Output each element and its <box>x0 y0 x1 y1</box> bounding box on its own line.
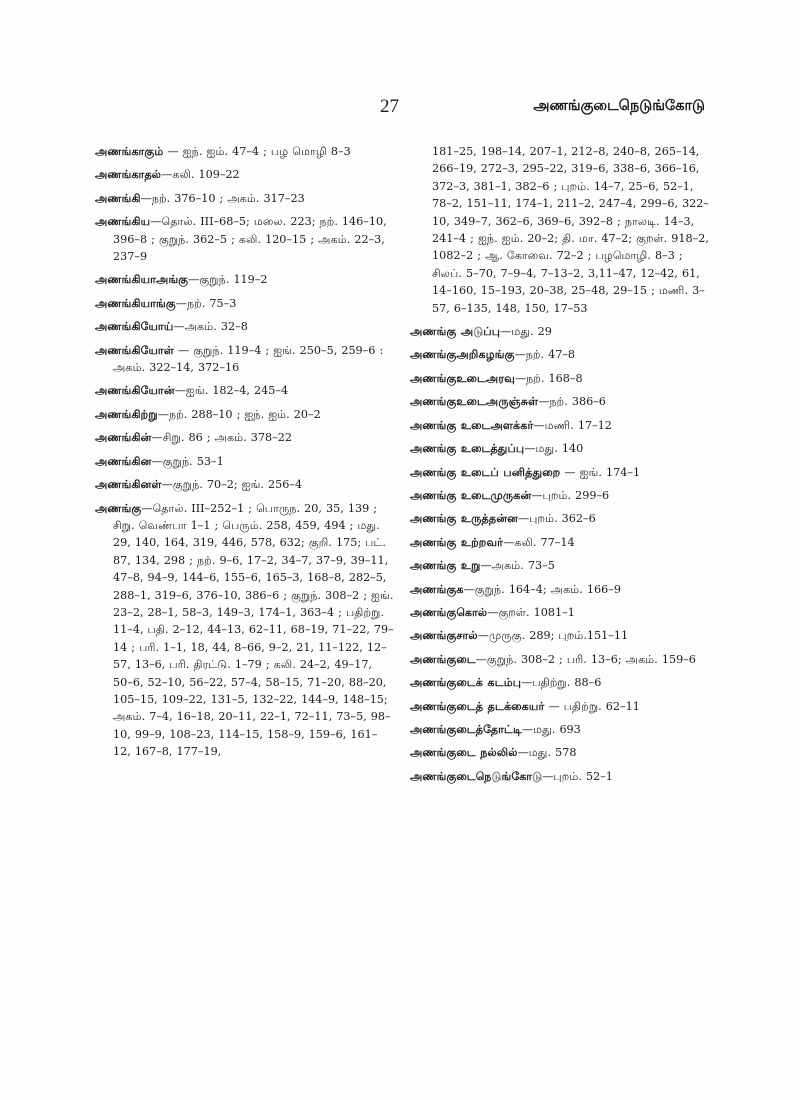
entry-references: —குறுந். 119–2 <box>188 273 268 287</box>
index-entry <box>410 393 710 410</box>
index-entry <box>95 429 395 446</box>
index-column-right <box>410 143 710 791</box>
entry-headword: அணங்குடை <box>410 652 476 666</box>
entry-references: —தொல். III–252–1 ; பொருந. 20, 35, 139 ; சிறு. வெண்பா 1–1 ; பெரும். 258, 459, 494 ; மது. 29, 140, 164, 319, 446, 578, 632; குறி. 175; பட். 87, 134, 298 ; நற். 9–6, 17–2, 34–7, 37–9, 39–11, 47–8, 94–9, 144–6, 155–6, 165–3, 168–8, 282–5, 288–1, 319–6, 376–10, 386–6 ; குறுந். 308–2 ; ஐங். 23–2, 28–1, 58–3, 149–3, 174–1, 363–4 ; பதிற்று. 11–4, பதி. 2–12, 44–13, 62–11, 68–19, 71–22, 79–14 ; பரி. 1–1, 18, 44, 8–66, 9–2, 21, 11–122, 12–57, 13–6, பரி. திரட்டு. 1–79 ; கலி. 24–2, 49–17, 50–6, 52–10, 56–22, 57–4, 58–15, 71–20, 88–20, 105–15, 109–22, 131–5, 132–22, 144–9, 148–15; அகம். 7–4, 16–18, 20–11, 22–1, 72–11, 73–5, 98–10, 99–9, 108–23, 114–15, 158–9, 159–6, 161–12, 167–8, 177–19, <box>113 501 394 759</box>
index-entry <box>95 318 395 335</box>
entry-headword: அணங்குடை நல்லில் <box>410 746 518 760</box>
entry-headword: அணங்கு <box>95 501 142 515</box>
index-entry <box>410 323 710 340</box>
entry-headword: அணங்கிய <box>95 215 151 229</box>
index-entry <box>410 510 710 527</box>
entry-references: —குறுந். 164–4; அகம். 166–9 <box>463 582 621 596</box>
entry-headword: அணங்கு உருத்தன்ன <box>410 512 518 526</box>
index-entry <box>95 382 395 399</box>
entry-references: —நற். 386–6 <box>538 395 606 409</box>
entry-references: —குறுந். 53–1 <box>151 454 224 468</box>
index-entry <box>410 674 710 691</box>
entry-references: —குறுந். 308–2 ; பரி. 13–6; அகம். 159–6 <box>475 652 696 666</box>
entry-references: —மணி. 17–12 <box>533 418 612 432</box>
entry-headword: அணங்குஉடைஅரவு <box>410 371 515 385</box>
entry-headword: அணங்கின் <box>95 431 152 445</box>
entry-headword: அணங்கு உடைப் பனித்துறை <box>410 465 561 479</box>
index-entry <box>95 453 395 470</box>
page-number: 27 <box>380 96 399 117</box>
entry-headword: அணங்காதல் <box>95 168 162 182</box>
index-entry <box>410 440 710 457</box>
entry-headword: அணங்குடைத் தடக்கையர் <box>410 699 545 713</box>
entry-headword: அணங்குக <box>410 582 464 596</box>
entry-references: — பதிற்று. 62–11 <box>544 699 640 713</box>
entry-headword: அணங்கியாங்கு <box>95 296 176 310</box>
index-entry <box>410 557 710 574</box>
entry-headword: அணங்கு உடைமுருகன் <box>410 488 532 502</box>
entry-headword: அணங்குடைக் கடம்பு <box>410 676 522 690</box>
index-entry <box>410 581 710 598</box>
running-head: அணங்குடைநெடுங்கோடு <box>533 98 705 114</box>
entry-references: —தொல். III–68–5; மலை. 223; நற். 146–10, 396–8 ; குறுந். 362–5 ; கலி. 120–15 ; அகம். 22–3, 237–9 <box>113 215 387 264</box>
entry-references: —முருகு. 289; புறம்.151–11 <box>477 629 629 643</box>
entry-references: —மது. 140 <box>524 442 584 456</box>
index-entry <box>410 768 710 785</box>
entry-references: —நற். 168–8 <box>514 371 583 385</box>
entry-headword: அணங்குடைநெடுங்கோடு <box>410 769 543 783</box>
entry-headword: அணங்கி <box>95 191 141 205</box>
entry-references: —குறள். 1081–1 <box>487 605 575 619</box>
index-entries-right <box>410 323 710 785</box>
index-entry <box>410 744 710 761</box>
entry-headword: அணங்கியோய் <box>95 320 174 334</box>
entry-headword: அணங்குடைத்தோட்டி <box>410 722 522 736</box>
index-column-left <box>95 143 395 767</box>
entry-headword: அணங்குஅறிகழங்கு <box>410 348 515 362</box>
entry-references: —புறம். 299–6 <box>531 488 610 502</box>
entry-headword: அணங்கினள் <box>95 478 162 492</box>
index-entry <box>410 651 710 668</box>
index-entry <box>95 500 395 761</box>
index-entry <box>410 487 710 504</box>
entry-headword: அணங்காகும் <box>95 145 164 158</box>
index-entry-continuation: 181–25, 198–14, 207–1, 212–8, 240–8, 265–14, 266–19, 272–3, 295–22, 319–6, 338–6, 366–16, 372–3, 381–1, 382–6 ; புறம். 14–7, 25–6, 52–1, 78–2, 151–11, 174–1, 211–2, 247–4, 299–6, 322–10, 349–7, 362–6, 369–6, 392–8 ; நாலடி. 14–3, 241–4 ; ஐந். ஐம். 20–2; தி. மா. 47–2; குறள். 918–2, 1082–2 ; ஆ. கோவை. 72–2 ; பழமொழி. 8–3 ; சிலப். 5–70, 7–9–4, 7–13–2, 3,11–47, 12–42, 61, 14–160, 15–193, 20–38, 25–48, 29–15 ; மணி. 3–57, 6–135, 148, 150, 17–53 <box>432 145 710 315</box>
index-entry <box>95 190 395 207</box>
index-entry <box>410 464 710 481</box>
index-entry <box>95 143 395 160</box>
index-entry <box>410 721 710 738</box>
index-entry <box>410 417 710 434</box>
entry-references: —நற். 75–3 <box>175 296 237 310</box>
entry-headword: அணங்கியோன் <box>95 384 175 398</box>
index-entry <box>95 342 395 377</box>
entry-references: —மது. 693 <box>521 722 581 736</box>
entry-references: —கலி. 77–14 <box>503 535 575 549</box>
index-entry <box>410 698 710 715</box>
entry-references: — ஐந். ஐம். 47–4 ; பழ மொழி 8–3 <box>163 145 351 158</box>
index-entry <box>95 406 395 423</box>
index-entry <box>95 295 395 312</box>
entry-references: —மது. 29 <box>500 325 552 339</box>
entry-references: —அகம். 32–8 <box>173 320 248 334</box>
entry-references: —பதிற்று. 88–6 <box>521 676 602 690</box>
entry-references: —நற். 288–10 ; ஐந். ஐம். 20–2 <box>157 407 321 421</box>
index-entry <box>410 604 710 621</box>
entry-headword: அணங்குஉடைஅருஞ்சுள் <box>410 395 539 409</box>
index-entry <box>95 476 395 493</box>
entry-headword: அணங்கு உற்றவர் <box>410 535 504 549</box>
entry-headword: அணங்குகொல் <box>410 605 488 619</box>
index-entry <box>410 534 710 551</box>
index-entry <box>95 166 395 183</box>
entry-references: —கலி. 109–22 <box>161 168 240 182</box>
entry-references: —மது. 578 <box>517 746 577 760</box>
index-entry <box>410 346 710 363</box>
entry-references: —புறம். 362–6 <box>517 512 596 526</box>
entry-headword: அணங்கியோள் <box>95 343 174 357</box>
entry-headword: அணங்கு உடைஅளக்கர் <box>410 418 534 432</box>
entry-references: —அகம். 73–5 <box>480 559 555 573</box>
entry-references: —குறுந். 70–2; ஐங். 256–4 <box>161 478 303 492</box>
entry-headword: அணங்கு அடுப்பு <box>410 325 501 339</box>
entry-references: — குறுந். 119–4 ; ஐங். 250–5, 259–6 : அகம். 322–14, 372–16 <box>113 343 384 375</box>
entry-headword: அணங்கியாஅங்கு <box>95 273 189 287</box>
entry-references: —நற். 47–8 <box>514 348 576 362</box>
entry-references: —புறம். 52–1 <box>542 769 613 783</box>
entry-references: —ஐங். 182–4, 245–4 <box>174 384 289 398</box>
index-entry <box>410 370 710 387</box>
page-header <box>0 96 800 126</box>
entry-references: — ஐங். 174–1 <box>560 465 641 479</box>
entry-headword: அணங்கு உடைத்துப்பு <box>410 442 525 456</box>
entry-references: —நற். 376–10 ; அகம். 317–23 <box>140 191 305 205</box>
index-entry <box>410 627 710 644</box>
entry-references: —சிறு. 86 ; அகம். 378–22 <box>151 431 292 445</box>
entry-headword: அணங்கு உறு <box>410 559 481 573</box>
index-entry <box>95 271 395 288</box>
entry-headword: அணங்கின <box>95 454 152 468</box>
entry-headword: அணங்கிற்று <box>95 407 158 421</box>
entry-headword: அணங்குசால் <box>410 629 478 643</box>
index-entry <box>95 213 395 265</box>
